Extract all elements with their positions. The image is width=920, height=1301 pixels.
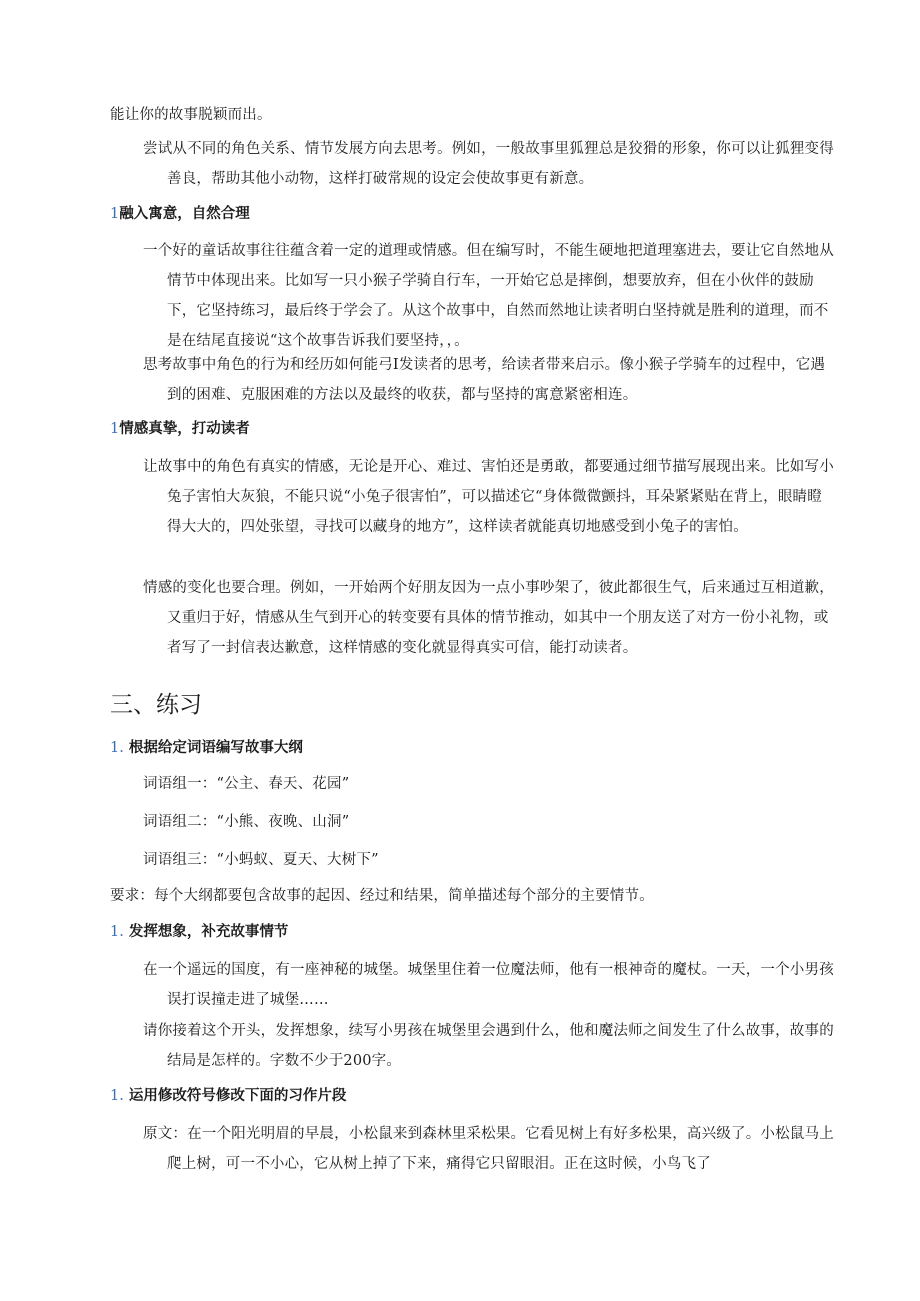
exercise-3-heading bbox=[110, 1085, 346, 1107]
heading-text: 融入寓意，自然合理 bbox=[119, 206, 250, 222]
word-group-1: 词语组一：“公主、春天、花园” bbox=[143, 776, 350, 792]
exercise-2-prompt: 在一个遥远的国度，有一座神秘的城堡。城堡里住着一位魔法师，他有一根神奇的魔杖。一天，一个小男孩误打误撞走进了城堡…… bbox=[143, 962, 834, 1008]
word-group-2: 词语组二：“小熊、夜晚、山洞” bbox=[143, 814, 350, 830]
exercise-number: 1. bbox=[110, 1088, 124, 1104]
paragraph-moral-2: 思考故事中角色的行为和经历如何能弓I发读者的思考，给读者带来启示。像小猴子学骑车的过程中，它遇到的困难、克服困难的方法以及最终的收获，都与坚持的寓意紧密相连。 bbox=[143, 357, 826, 403]
heading-moral bbox=[110, 203, 250, 225]
paragraph-try-different: 尝试从不同的角色关系、情节发展方向去思考。例如，一般故事里狐狸总是狡猾的形象，你可以让狐狸变得善良，帮助其他小动物，这样打破常规的设定会使故事更有新意。 bbox=[143, 141, 834, 187]
heading-number: 1 bbox=[110, 421, 120, 437]
exercise-2-instruction: 请你接着这个开头，发挥想象，续写小男孩在城堡里会遇到什么，他和魔法师之间发生了什么故事，故事的结局是怎样的。字数不少于200字。 bbox=[143, 1023, 834, 1069]
exercise-1-requirement: 要求：每个大纲都要包含故事的起因、经过和结果，简单描述每个部分的主要情节。 bbox=[110, 888, 654, 904]
heading-emotion bbox=[110, 418, 250, 440]
exercise-number: 1. bbox=[110, 740, 124, 756]
paragraph-emotion-2: 情感的变化也要合理。例如，一开始两个好朋友因为一点小事吵架了，彼此都很生气，后来通过互相道歉，又重归于好，情感从生气到开心的转变要有具体的情节推动，如其中一个朋友送了对方一份小礼物，或者写了一封信表达歉意，这样情感的变化就显得真实可信，能打动读者。 bbox=[143, 580, 834, 656]
heading-text: 情感真挚，打动读者 bbox=[119, 421, 250, 437]
exercise-2-heading bbox=[110, 921, 288, 943]
heading-number: 1 bbox=[110, 206, 120, 222]
section-title: 三、练习 bbox=[110, 692, 202, 718]
exercise-3-original-text: 原文：在一个阳光明眉的早晨，小松鼠来到森林里采松果。它看见树上有好多松果，高兴级了。小松鼠马上爬上树，可一不小心，它从树上掉了下来，痛得它只留眼泪。正在这时候，小鸟飞了 bbox=[143, 1126, 834, 1172]
paragraph-intro-end: 能让你的故事脱颖而出。 bbox=[110, 107, 272, 123]
word-group-3: 词语组三：“小蚂蚁、夏天、大树下” bbox=[143, 852, 379, 868]
paragraph-emotion-1: 让故事中的角色有真实的情感，无论是开心、难过、害怕还是勇敢，都要通过细节描写展现出来。比如写小兔子害怕大灰狼，不能只说“小兔子很害怕”，可以描述它“身体微微颤抖，耳朵紧紧贴在背上，眼睛瞪得大大的，四处张望，寻找可以藏身的地方”，这样读者就能真切地感受到小兔子的害怕。 bbox=[143, 459, 834, 535]
exercise-title: 发挥想象，补充故事情节 bbox=[128, 924, 289, 940]
exercise-title: 根据给定词语编写故事大纲 bbox=[128, 740, 303, 756]
paragraph-moral-1: 一个好的童话故事往往蕴含着一定的道理或情感。但在编写时，不能生硬地把道理塞进去，要让它自然地从情节中体现出来。比如写一只小猴子学骑自行车，一开始它总是摔倒，想要放弃，但在小伙伴的鼓励下，它坚持练习，最后终于学会了。从这个故事中，自然而然地让读者明白坚持就是胜利的道理，而不是在结尾直接说“这个故事告诉我们要坚持，，。 bbox=[143, 243, 834, 349]
exercise-title: 运用修改符号修改下面的习作片段 bbox=[128, 1088, 347, 1104]
exercise-number: 1. bbox=[110, 924, 124, 940]
exercise-1-heading bbox=[110, 737, 303, 759]
